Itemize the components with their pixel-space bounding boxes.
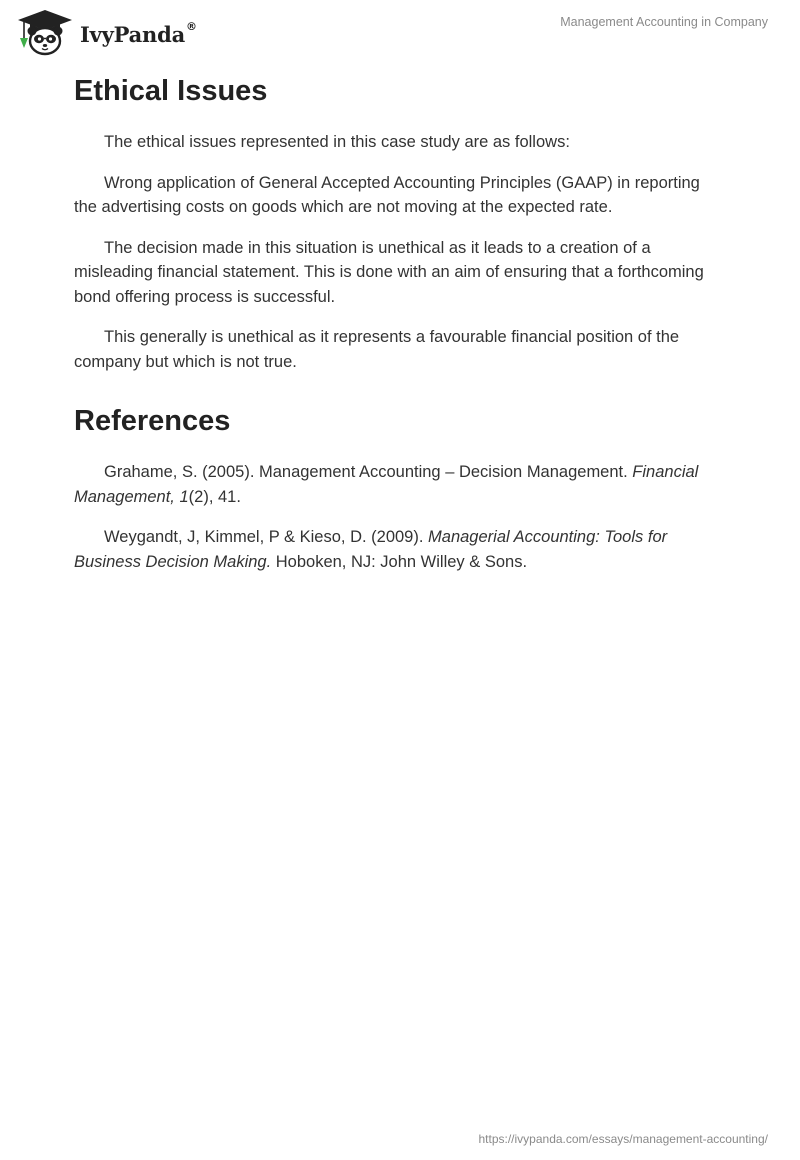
reference-2-authors: Weygandt, J, Kimmel, P & Kieso, D. (2009).: [104, 528, 429, 546]
ethical-issues-heading: Ethical Issues: [74, 75, 268, 107]
document-body: [74, 72, 724, 590]
registered-mark: ®: [186, 19, 197, 33]
running-title: Management Accounting in Company: [560, 15, 768, 29]
page-header: [0, 0, 800, 64]
reference-item-2: [74, 525, 724, 574]
reference-item-1: [74, 460, 724, 509]
references-heading: References: [74, 405, 231, 437]
ivypanda-logo[interactable]: [16, 8, 197, 56]
ethical-paragraph-3: The decision made in this situation is unethical as it leads to a creation of a misleading financial statement. This is done with an aim of ensuring that a forthcoming bond offering process is successful.: [74, 238, 704, 306]
logo-wordmark-text: IvyPanda: [80, 21, 186, 47]
logo-wordmark: [80, 19, 197, 47]
footer-source-url[interactable]: https://ivypanda.com/essays/management-accounting/: [478, 1132, 768, 1146]
ethical-paragraph-2: Wrong application of General Accepted Accounting Principles (GAAP) in reporting the advertising costs on goods which are not moving at the expected rate.: [74, 173, 700, 216]
ethical-paragraph-1: The ethical issues represented in this case study are as follows:: [104, 133, 570, 151]
reference-1-journal: Financial Management, 1: [74, 463, 699, 506]
ethical-paragraph-4: This generally is unethical as it represents a favourable financial position of the company but which is not true.: [74, 328, 680, 371]
reference-2-publisher: Hoboken, NJ: John Willey & Sons.: [271, 552, 528, 571]
reference-1-details: (2), 41.: [188, 487, 241, 506]
reference-1-authors: Grahame, S. (2005). Management Accounting – Decision Management.: [104, 463, 633, 481]
panda-graduate-icon: [16, 8, 74, 56]
reference-2-title: Managerial Accounting: Tools for Business Decision Making.: [74, 528, 668, 571]
